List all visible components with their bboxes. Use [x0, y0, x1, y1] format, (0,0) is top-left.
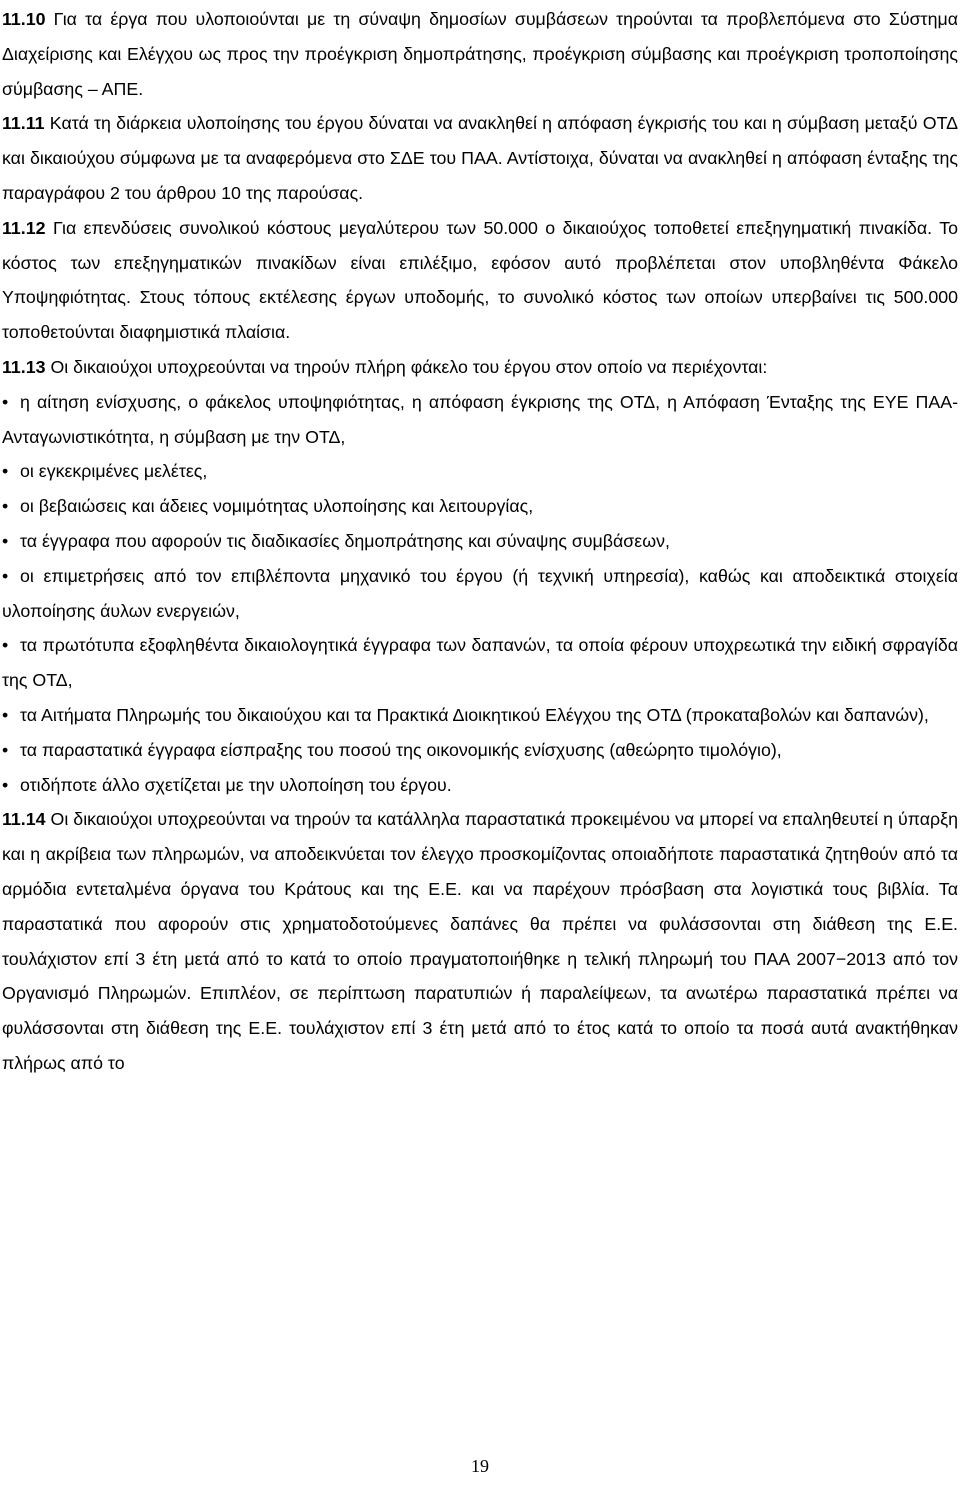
bullet-icon: • — [2, 391, 9, 412]
list-item — [2, 698, 958, 733]
paragraph-11-12 — [2, 211, 958, 350]
bullet-icon: • — [2, 635, 9, 656]
list-item — [2, 768, 958, 803]
bullet-icon: • — [2, 565, 9, 586]
page-number: 19 — [471, 1456, 489, 1476]
list-item-text: τα Αιτήματα Πληρωμής του δικαιούχου και τα Πρακτικά Διοικητικού Ελέγχου της ΟΤΔ (προκαταβολών και δαπανών), — [20, 704, 929, 725]
list-item-text: τα παραστατικά έγγραφα είσπραξης του ποσού της οικονομικής ενίσχυσης (αθεώρητο τιμολόγιο), — [20, 739, 782, 760]
paragraph-11-11 — [2, 106, 958, 210]
list-item-text: τα πρωτότυπα εξοφληθέντα δικαιολογητικά έγγραφα των δαπανών, τα οποία φέρουν υποχρεωτικά την ειδική σφραγίδα της ΟΤΔ, — [2, 635, 958, 691]
list-item — [2, 733, 958, 768]
paragraph-text: Για τα έργα που υλοποιούνται με τη σύναψη δημοσίων συμβάσεων τηρούνται τα προβλεπόμενα στο Σύστημα Διαχείρισης και Ελέγχου ως προς την προέγκριση δημοπράτησης, προέγκριση σύμβασης και προέγκριση τροποποίησης σύμβασης – ΑΠΕ. — [2, 9, 958, 99]
list-item-text: η αίτηση ενίσχυσης, ο φάκελος υποψηφιότητας, η απόφαση έγκρισης της ΟΤΔ, η Απόφαση Ένταξης της ΕΥΕ ΠΑΑ-Ανταγωνιστικότητα, η σύμβαση με την ΟΤΔ, — [2, 391, 958, 447]
list-item-text: οι βεβαιώσεις και άδειες νομιμότητας υλοποίησης και λειτουργίας, — [20, 496, 534, 517]
paragraph-text: Οι δικαιούχοι υποχρεούνται να τηρούν τα κατάλληλα παραστατικά προκειμένου να μπορεί να επαληθευτεί η ύπαρξη και η ακρίβεια των πληρωμών, να αποδεικνύεται τον έλεγχο προσκομίζοντας οποιαδήποτε παραστατικά ζητηθούν από τα αρμόδια εντεταλμένα όργανα του Κράτους και της Ε.Ε. και να παρέχουν πρόσβαση στα λογιστικά τους βιβλία. Τα παραστατικά που αφορούν στις χρηματοδοτούμενες δαπάνες θα πρέπει να φυλάσσονται στη διάθεση της Ε.Ε. τουλάχιστον επί 3 έτη μετά από το κατά το οποίο πραγματοποιήθηκε η τελική πληρωμή του ΠΑΑ 2007−2013 από τον Οργανισμό Πληρωμών. Επιπλέον, σε περίπτωση παρατυπιών ή παραλείψεων, τα ανωτέρω παραστατικά πρέπει να φυλάσσονται στη διάθεση της Ε.Ε. τουλάχιστον επί 3 έτη μετά από το έτος κατά το οποίο τα ποσά αυτά ανακτήθηκαν πλήρως από το — [2, 809, 958, 1073]
paragraph-11-10 — [2, 2, 958, 106]
paragraph-number: 11.11 — [2, 113, 45, 134]
list-item — [2, 454, 958, 489]
list-item — [2, 628, 958, 698]
list-item — [2, 559, 958, 629]
list-item-text: οτιδήποτε άλλο σχετίζεται με την υλοποίηση του έργου. — [20, 774, 452, 795]
bullet-icon: • — [2, 496, 9, 517]
paragraph-number: 11.10 — [2, 9, 46, 29]
list-item-text: τα έγγραφα που αφορούν τις διαδικασίες δημοπράτησης και σύναψης συμβάσεων, — [20, 530, 670, 551]
bullet-icon: • — [2, 461, 9, 482]
bullet-icon: • — [2, 739, 9, 760]
paragraph-11-13 — [2, 350, 958, 385]
list-item — [2, 489, 958, 524]
list-item — [2, 385, 958, 455]
paragraph-number: 11.13 — [2, 356, 46, 377]
list-item-text: οι επιμετρήσεις από τον επιβλέποντα μηχανικό του έργου (ή τεχνική υπηρεσία), καθώς και αποδεικτικά στοιχεία υλοποίησης άυλων ενεργειών, — [2, 565, 958, 621]
bullet-icon: • — [2, 530, 9, 551]
list-item — [2, 524, 958, 559]
paragraph-11-14 — [2, 802, 958, 1080]
paragraph-text: Για επενδύσεις συνολικού κόστους μεγαλύτερου των 50.000 ο δικαιούχος τοποθετεί επεξηγηματική πινακίδα. Το κόστος των επεξηγηματικών πινακίδων είναι επιλέξιμο, εφόσον αυτό προβλέπεται στον υποβληθέντα Φάκελο Υποψηφιότητας. Στους τόπους εκτέλεσης έργων υποδομής, το συνολικό κόστος των οποίων υπερβαίνει τις 500.000 τοποθετούνται διαφημιστικά πλαίσια. — [2, 217, 958, 343]
bullet-icon: • — [2, 774, 9, 795]
paragraph-text: Οι δικαιούχοι υποχρεούνται να τηρούν πλήρη φάκελο του έργου στον οποίο να περιέχονται: — [45, 356, 768, 377]
list-item-text: οι εγκεκριμένες μελέτες, — [20, 461, 208, 482]
bullet-icon: • — [2, 704, 9, 725]
paragraph-number: 11.12 — [2, 217, 46, 238]
paragraph-number: 11.14 — [2, 809, 46, 830]
paragraph-text: Κατά τη διάρκεια υλοποίησης του έργου δύναται να ανακληθεί η απόφαση έγκρισής του και η σύμβαση μεταξύ ΟΤΔ και δικαιούχου σύμφωνα με τα αναφερόμενα στο ΣΔΕ του ΠΑΑ. Αντίστοιχα, δύναται να ανακληθεί η απόφαση ένταξης της παραγράφου 2 του άρθρου 10 της παρούσας. — [2, 113, 958, 203]
